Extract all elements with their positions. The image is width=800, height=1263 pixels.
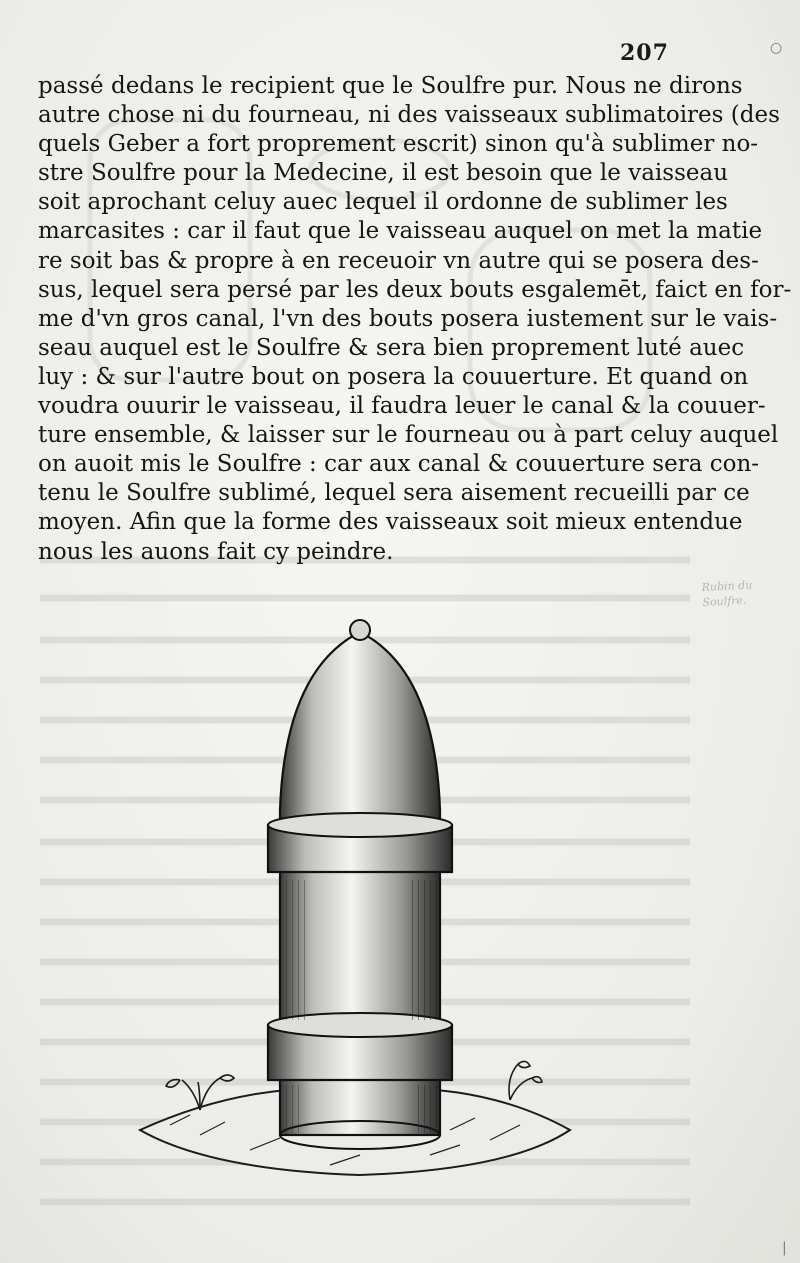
- text-line: tenu le Soulfre sublimé, lequel sera aisement recueilli par ce: [38, 480, 750, 507]
- margin-note: Rubin du Soulfre.: [701, 578, 753, 610]
- vessel: [268, 620, 452, 1149]
- text-line: soit aprochant celuy auec lequel il ordonne de sublimer les: [38, 189, 728, 216]
- sublimation-vessel-illustration: [130, 610, 590, 1210]
- text-line: luy : & sur l'autre bout on posera la couuerture. Et quand on: [38, 363, 749, 390]
- page-number: 207: [620, 40, 669, 66]
- text-line: ture ensemble, & laisser sur le fourneau ou à part celuy auquel: [38, 422, 779, 449]
- text-line: seau auquel est le Soulfre & sera bien proprement luté auec: [38, 334, 745, 361]
- plant-right: [509, 1061, 542, 1100]
- edge-mark-tick: |: [782, 1240, 787, 1256]
- text-line: on auoit mis le Soulfre : car aux canal & couuerture sera con-: [38, 451, 760, 478]
- text-line: quels Geber a fort proprement escrit) sinon qu'à sublimer no-: [38, 131, 759, 158]
- edge-mark-circle: ○: [770, 40, 783, 56]
- text-line: re soit bas & propre à en receuoir vn autre qui se posera des-: [38, 247, 759, 274]
- text-line: marcasites : car il faut que le vaisseau auquel on met la matie: [38, 218, 763, 245]
- text-line: sus, lequel sera persé par les deux bouts esgalemēt, faict en for-: [38, 276, 792, 303]
- body-text: [38, 72, 792, 567]
- text-line: nous les auons fait cy peindre.: [38, 538, 394, 565]
- text-line: me d'vn gros canal, l'vn des bouts posera iustement sur le vais-: [38, 305, 778, 332]
- text-line: autre chose ni du fourneau, ni des vaisseaux sublimatoires (des: [38, 102, 780, 129]
- text-line: voudra ouurir le vaisseau, il faudra leuer le canal & la couuer-: [38, 393, 766, 420]
- text-line: stre Soulfre pour la Medecine, il est besoin que le vaisseau: [38, 160, 729, 187]
- text-line: moyen. Afin que la forme des vaisseaux soit mieux entendue: [38, 509, 743, 536]
- text-line: passé dedans le recipient que le Soulfre pur. Nous ne dirons: [38, 73, 743, 99]
